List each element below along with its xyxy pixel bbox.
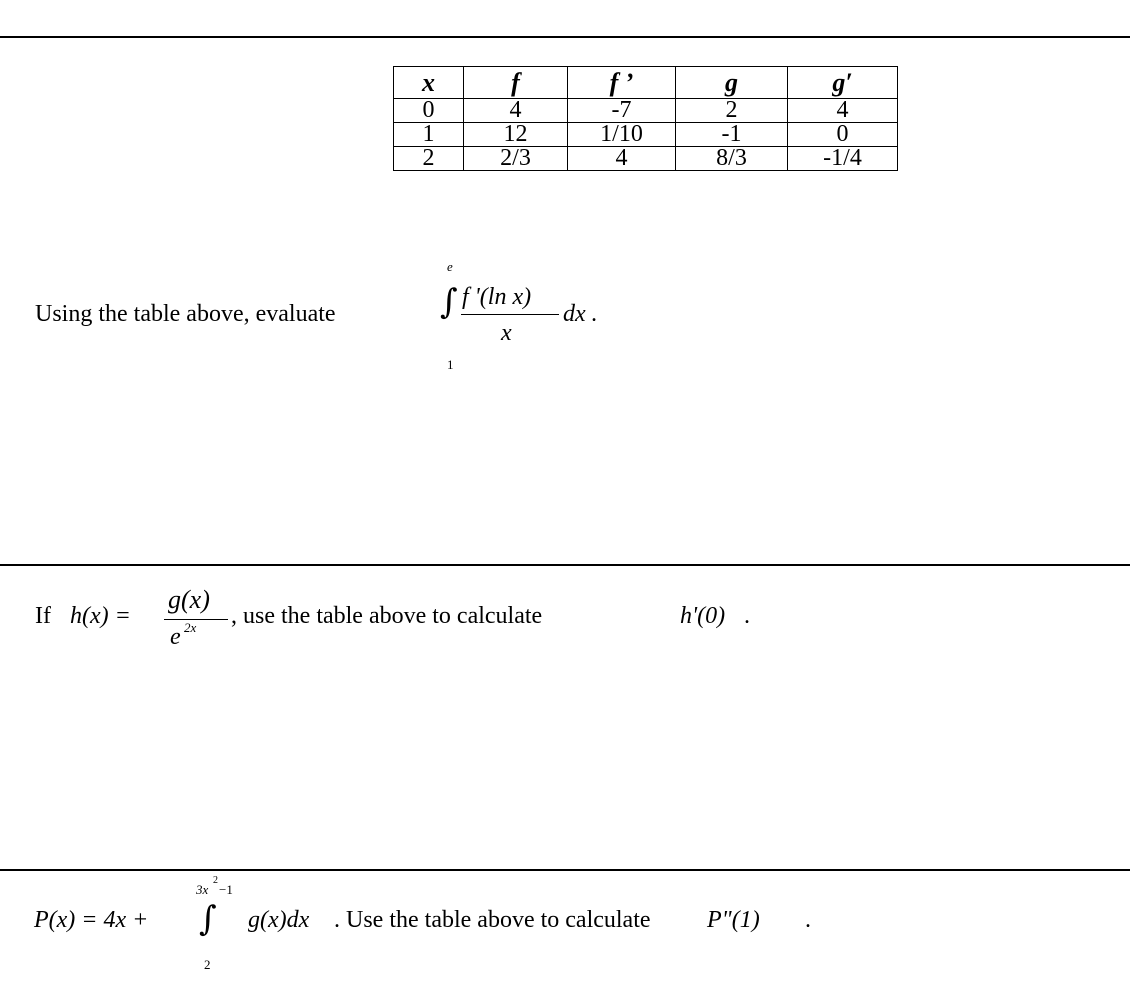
table-cell: 4 [788,99,898,123]
table-cell: 2 [394,147,464,171]
q3-lhs: P(x) = 4x + [34,907,149,933]
table-cell: 1/10 [568,123,676,147]
q2-denominator-exponent: 2x [184,620,197,635]
q3-target: P"(1) [707,907,760,933]
q3-upper-exponent: 2 [213,875,218,886]
q1-upper-limit: e [447,259,453,274]
q1-text: Using the table above, evaluate [35,301,336,327]
q1-lower-limit: 1 [447,357,454,372]
table-row [394,147,898,171]
q1-denominator: x [501,320,512,346]
q3-integrand: g(x)dx [248,907,310,933]
q1-fraction-bar [461,314,559,315]
q2-numerator: g(x) [168,585,210,614]
header-g: g [676,67,788,99]
q2-end: . [744,603,750,629]
q3-text: . Use the table above to calculate [334,907,651,933]
section-divider [0,869,1130,871]
table-row [394,99,898,123]
q1-numerator: f '(ln x) [462,284,532,310]
q2-target: h'(0) [680,603,726,629]
integral-sign: ∫ [199,899,217,939]
table-cell: 2 [676,99,788,123]
table-cell: 1 [394,123,464,147]
q2-lhs: h(x) = [70,603,131,629]
header-x: x [394,67,464,99]
function-values-table [393,66,898,171]
q3-end: . [805,907,811,933]
q1-tail: dx . [563,301,598,327]
table-cell: -7 [568,99,676,123]
q3-upper-tail: −1 [219,882,233,897]
table-cell: 0 [788,123,898,147]
q2-prefix: If [35,603,51,629]
table-cell: 2/3 [464,147,568,171]
q2-denominator-base: e [170,624,181,650]
header-f: f [464,67,568,99]
header-f-prime: f ’ [568,67,676,99]
table-cell: 4 [568,147,676,171]
table-cell: -1 [676,123,788,147]
table-cell: 12 [464,123,568,147]
section-divider [0,564,1130,566]
table-header-row [394,67,898,99]
table-cell: -1/4 [788,147,898,171]
table-cell: 0 [394,99,464,123]
q3-upper-base: 3x [196,882,209,897]
top-divider [0,36,1130,38]
table-cell: 4 [464,99,568,123]
integral-sign: ∫ [440,282,458,322]
q3-lower-limit: 2 [204,957,211,972]
table-row [394,123,898,147]
header-g-prime: g′ [788,67,898,99]
table-cell: 8/3 [676,147,788,171]
q2-text: , use the table above to calculate [231,603,543,629]
